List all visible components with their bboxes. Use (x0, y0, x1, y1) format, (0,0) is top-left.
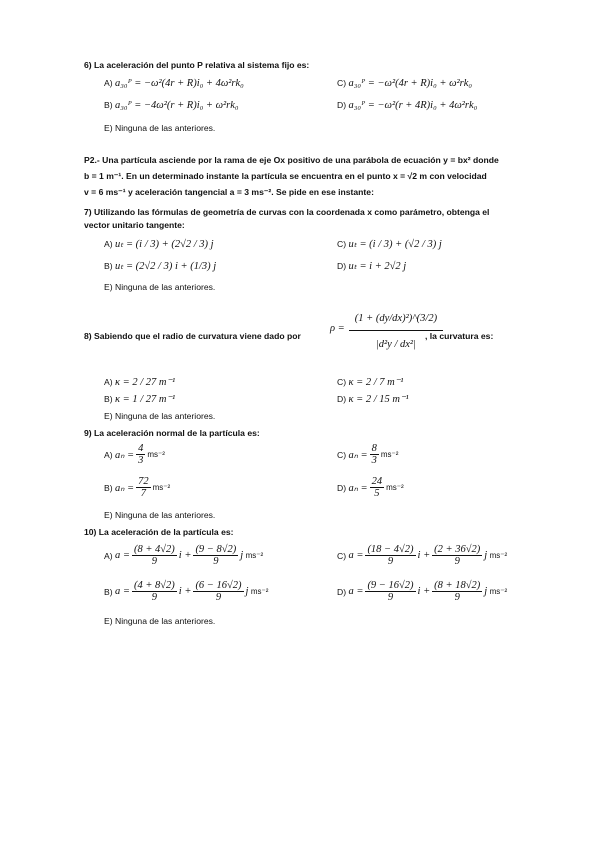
q8-stem: 8) Sabiendo que el radio de curvatura viene dado por (84, 331, 301, 341)
fraction-numerator: (8 + 18√2) (434, 580, 481, 591)
q8-option-b (104, 393, 175, 405)
option-label: C) (337, 78, 347, 88)
unit: ms⁻² (489, 551, 508, 560)
q9-option-a (104, 443, 165, 466)
formula-lhs: aₙ = (114, 482, 135, 494)
fraction-denominator: 9 (213, 556, 219, 567)
fraction-numerator: (6 − 16√2) (195, 580, 242, 591)
q8-option-e: E) Ninguna de las anteriores. (104, 411, 216, 421)
formula-denominator: |d²y / dx²| (375, 339, 416, 350)
formula-numerator: (1 + (dy/dx)²)^(3/2) (349, 303, 443, 331)
formula-fraction (349, 303, 443, 354)
fraction-denominator: 9 (151, 592, 157, 603)
q6-option-b (104, 100, 239, 111)
option-label: A) (104, 550, 113, 561)
fraction-numerator: (9 − 16√2) (367, 580, 414, 591)
option-formula: a₃₀ᴾ = −4ω²(r + R)i₀ + ω²rk₀ (114, 100, 239, 111)
option-formula: a₃₀ᴾ = −ω²(4r + R)i₀ + 4ω²rk₀ (114, 78, 244, 89)
option-formula: a₃₀ᴾ = −ω²(4r + R)i₀ + ω²rk₀ (348, 78, 473, 89)
q9-option-b (104, 476, 170, 499)
option-label: A) (104, 449, 113, 460)
q8-curvature-formula (330, 303, 445, 354)
fraction-denominator: 3 (138, 455, 144, 466)
option-label: B) (104, 100, 113, 110)
fraction-denominator: 9 (454, 592, 460, 603)
option-label: A) (104, 78, 113, 88)
q10-option-d (337, 580, 507, 603)
option-label: D) (337, 100, 347, 110)
fraction-denominator: 5 (374, 488, 380, 499)
unit-vector-j: j (240, 550, 244, 561)
q10-option-c (337, 544, 507, 567)
formula-lhs: ρ = (330, 323, 345, 334)
fraction-numerator: 24 (371, 476, 383, 487)
fraction-denominator: 9 (215, 592, 222, 603)
unit: ms⁻² (250, 587, 269, 596)
option-label: D) (337, 482, 347, 493)
option-label: C) (337, 550, 347, 561)
option-label: A) (104, 377, 113, 387)
q8-option-c (337, 376, 403, 388)
q7-option-a (104, 238, 214, 250)
q6-option-d (337, 100, 477, 111)
option-label: D) (337, 394, 347, 404)
fraction-numerator: (8 + 4√2) (133, 544, 175, 555)
unit-vector-i: i + (417, 586, 431, 597)
option-label: B) (104, 482, 113, 493)
fraction-denominator: 7 (140, 488, 147, 499)
q10-option-a (104, 544, 263, 567)
q10-option-e: E) Ninguna de las anteriores. (104, 616, 216, 626)
formula-lhs: a = (348, 586, 364, 597)
option-label: C) (337, 377, 347, 387)
q8-stem-end: , la curvatura es: (425, 331, 494, 341)
unit: ms⁻² (489, 587, 508, 596)
fraction-numerator: 72 (138, 476, 149, 487)
q7-option-c (337, 238, 442, 250)
formula-lhs: a = (114, 586, 130, 597)
q9-option-e: E) Ninguna de las anteriores. (104, 510, 216, 520)
option-label: D) (337, 586, 347, 597)
fraction-numerator: 8 (371, 443, 377, 454)
unit: ms⁻² (386, 483, 404, 492)
unit: ms⁻² (380, 450, 399, 459)
fraction-denominator: 9 (387, 556, 394, 567)
option-formula: uₜ = i + 2√2 j (348, 261, 407, 272)
option-formula: uₜ = (i / 3) + (2√2 / 3) j (114, 239, 214, 250)
option-label: D) (337, 261, 347, 271)
q7-option-e: E) Ninguna de las anteriores. (104, 282, 216, 292)
fraction-numerator: (18 − 4√2) (367, 544, 414, 555)
option-formula: κ = 1 / 27 m⁻¹ (114, 394, 176, 405)
unit: ms⁻² (152, 483, 171, 492)
option-formula: κ = 2 / 7 m⁻¹ (348, 377, 404, 388)
q9-option-c (337, 443, 398, 466)
unit-vector-j: j (484, 586, 488, 597)
option-formula: uₜ = (i / 3) + (√2 / 3) j (348, 239, 442, 250)
formula-lhs: a = (114, 550, 130, 561)
option-label: B) (104, 586, 113, 597)
fraction-denominator: 9 (151, 556, 157, 567)
unit-vector-i: i + (178, 586, 192, 597)
q8-option-a (104, 376, 175, 388)
fraction-denominator: 9 (387, 592, 394, 603)
fraction-numerator: (2 + 36√2) (434, 544, 481, 555)
fraction-denominator: 3 (371, 455, 377, 466)
fraction-numerator: (4 + 8√2) (133, 580, 175, 591)
unit: ms⁻² (245, 551, 264, 560)
option-formula: uₜ = (2√2 / 3) i + (1/3) j (114, 261, 217, 272)
option-formula: a₃₀ᴾ = −ω²(r + 4R)i₀ + 4ω²rk₀ (348, 100, 478, 111)
q10-option-b (104, 580, 268, 603)
q7-stem-line1: 7) Utilizando las fórmulas de geometría de curvas con la coordenada x como parámetro, obtenga el (84, 207, 490, 217)
p2-line3: v = 6 ms⁻¹ y aceleración tangencial a = 3 ms⁻². Se pide en ese instante: (84, 187, 374, 197)
unit: ms⁻² (147, 450, 165, 459)
p2-line2: b = 1 m⁻¹. En un determinado instante la partícula se encuentra en el punto x = √2 m con velocidad (84, 171, 487, 181)
fraction-denominator: 9 (454, 556, 460, 567)
q8-option-d (337, 393, 409, 405)
q7-option-b (104, 260, 216, 272)
q6-stem: 6) La aceleración del punto P relativa al sistema fijo es: (84, 60, 310, 70)
q6-option-c (337, 78, 472, 89)
unit-vector-i: i + (178, 550, 192, 561)
fraction-numerator: (9 − 8√2) (195, 544, 237, 555)
option-formula: κ = 2 / 15 m⁻¹ (348, 394, 409, 405)
fraction-numerator: 4 (138, 443, 144, 454)
option-formula: κ = 2 / 27 m⁻¹ (114, 377, 176, 388)
q10-stem: 10) La aceleración de la partícula es: (84, 527, 234, 537)
option-label: C) (337, 239, 347, 249)
q6-option-a (104, 78, 244, 89)
unit-vector-i: i + (417, 550, 431, 561)
option-label: B) (104, 394, 113, 404)
p2-line1: P2.- Una partícula asciende por la rama de eje Ox positivo de una parábola de ecuación y = bx² donde (84, 155, 499, 165)
q7-stem-line2: vector unitario tangente: (84, 220, 185, 230)
formula-lhs: a = (348, 550, 364, 561)
unit-vector-j: j (484, 550, 488, 561)
q9-stem: 9) La aceleración normal de la partícula es: (84, 428, 260, 438)
option-label: B) (104, 261, 113, 271)
q9-option-d (337, 476, 404, 499)
unit-vector-j: j (245, 586, 249, 597)
formula-lhs: aₙ = (348, 482, 368, 494)
option-label: A) (104, 239, 113, 249)
q6-option-e: E) Ninguna de las anteriores. (104, 123, 216, 133)
formula-lhs: aₙ = (114, 449, 135, 461)
q7-option-d (337, 260, 406, 272)
formula-lhs: aₙ = (348, 449, 368, 461)
option-label: C) (337, 449, 347, 460)
